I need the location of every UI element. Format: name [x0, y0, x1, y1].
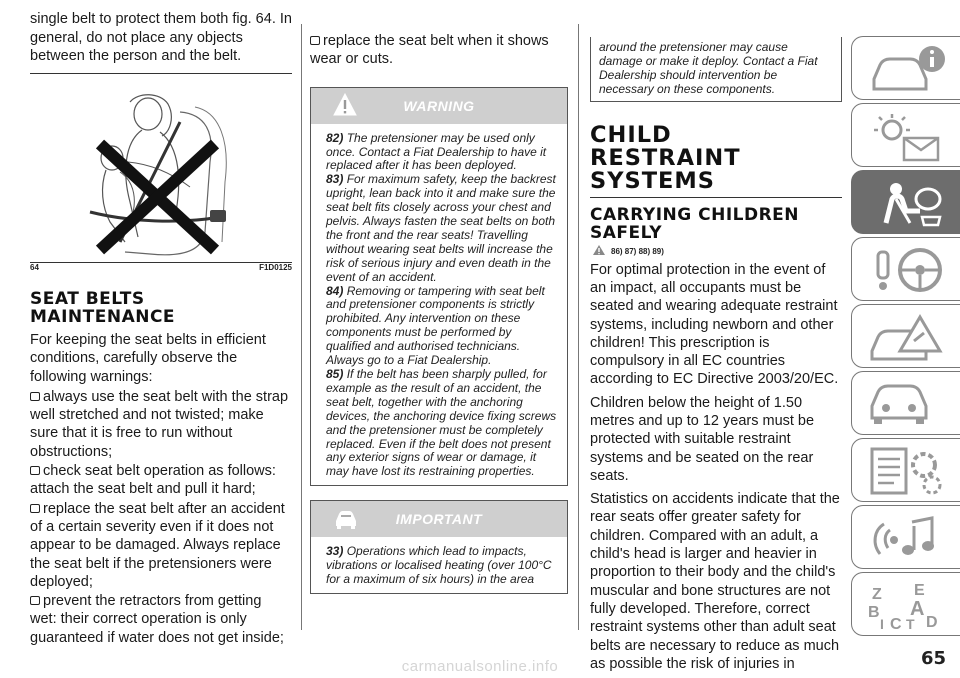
tab-warning-lights[interactable]	[851, 103, 960, 167]
index-letter: B	[868, 604, 880, 621]
intro-text: single belt to protect them both fig. 64. In general, do not place any objects between the person and the belt.	[30, 11, 292, 64]
tab-maintenance[interactable]	[851, 371, 960, 435]
tab-multimedia[interactable]	[851, 505, 960, 569]
checkbox-bullet-icon	[30, 596, 40, 605]
maintenance-body	[30, 331, 292, 647]
child-restraint-heading: CHILD RESTRAINT SYSTEMS	[590, 121, 741, 194]
warning-box	[310, 87, 568, 487]
checkbox-bullet-icon	[30, 504, 40, 513]
warning-text: For maximum safety, keep the backrest upright, lean back into it and make sure the seat belt fits closely across your chest and pelvis. Always fasten the seat belts on both the front and the rear seats! Travelling without wearing seat belts will increase the risk of serious injury and even death in the event of an accident.	[326, 172, 556, 284]
safety-airbag-icon	[866, 177, 956, 229]
important-text: Operations which lead to impacts, vibrations or localised heating (over 100°C for a maximum of six hours) in the area	[326, 544, 552, 587]
warning-body	[311, 124, 567, 486]
list-item-text: always use the seat belt with the strap well stretched and not twisted; make sure that it is free to run without obstructions;	[30, 388, 289, 460]
warning-ref: 83)	[326, 172, 344, 187]
checkbox-bullet-icon	[310, 36, 320, 45]
list-item-text: prevent the retractors from getting wet: their correct operation is only guaranteed if water does not get inside;	[30, 593, 284, 646]
index-letter: E	[914, 582, 925, 599]
important-ref: 33)	[326, 544, 344, 559]
list-item	[30, 500, 292, 591]
index-letter: I	[880, 616, 884, 631]
index-letter: Z	[872, 586, 882, 603]
list-item-text: check seat belt operation as follows: attach the seat belt and pull it hard;	[30, 463, 276, 498]
index-letter: C	[890, 616, 902, 631]
figure-number: 64	[30, 263, 39, 272]
maintenance-icon	[866, 378, 956, 430]
tab-technical-data[interactable]	[851, 438, 960, 502]
warning-text: The pretensioner may be used only once. Contact a Fiat Dealership to have it replaced after it has been deployed.	[326, 130, 547, 173]
index-letter: A	[910, 598, 925, 620]
index-icon	[866, 579, 956, 631]
tab-starting-driving[interactable]	[851, 237, 960, 301]
column-divider	[578, 24, 579, 630]
heading-rule	[590, 197, 842, 198]
list-item-text: replace the seat belt when it shows wear or cuts.	[310, 33, 549, 68]
starting-driving-icon	[866, 244, 956, 296]
column-middle	[310, 32, 568, 594]
emergency-icon	[866, 311, 956, 363]
technical-data-icon	[866, 445, 956, 497]
warning-item	[326, 173, 559, 284]
important-body	[311, 537, 567, 593]
seat-belt-child-illustration	[30, 92, 292, 262]
important-title: IMPORTANT	[395, 511, 483, 528]
warning-box-header	[311, 88, 567, 124]
paragraph: Statistics on accidents indicate that the rear seats offer greater safety for children. Compared with an adult, a child's head is larger and heavier in proportion to their body and the child's muscular and bone structures are not fully developed. Therefore, correct restraint systems other than adult seat belts are necessary to reduce as much as possible the risk of injuries in	[590, 491, 840, 672]
list-item	[310, 32, 568, 69]
column-left-lower	[30, 290, 292, 647]
important-item	[326, 545, 559, 587]
index-letter: D	[926, 614, 938, 631]
figure-64	[30, 92, 292, 270]
warning-refs	[590, 244, 842, 258]
important-box-header	[311, 501, 567, 537]
list-item	[30, 592, 292, 647]
warning-ref: 85)	[326, 367, 344, 381]
chapter-sidebar	[851, 36, 960, 639]
warning-ref: 82)	[326, 130, 344, 145]
warning-ref: 84)	[326, 283, 344, 298]
warning-refs-text: 86) 87) 88) 89)	[611, 246, 664, 256]
figure-code: F1D0125	[259, 263, 292, 272]
maintenance-intro: For keeping the seat belts in efficient conditions, carefully observe the following warnings:	[30, 332, 266, 385]
column-left	[30, 10, 292, 74]
tab-emergency[interactable]	[851, 304, 960, 368]
warning-lights-icon	[866, 110, 956, 162]
warning-text: If the belt has been sharply pulled, for example as the result of an accident, the seat belt, together with the anchoring devices, the anchoring device fixing screws and the pretensioner must be completely replaced. Even if the belt does not present any exterior signs of wear or damage, it may have lost its restraining properties.	[326, 367, 557, 479]
column-right	[590, 37, 842, 678]
checkbox-bullet-icon	[30, 392, 40, 401]
seat-belts-maintenance-heading: SEAT BELTS MAINTENANCE	[30, 289, 176, 327]
list-item	[30, 388, 292, 461]
checkbox-bullet-icon	[30, 466, 40, 475]
paragraph: Children below the height of 1.50 metres and up to 12 years must be protected with suitable restraint systems and be seated on the rear seats.	[590, 394, 815, 484]
multimedia-icon	[866, 512, 956, 564]
tab-car-info[interactable]	[851, 36, 960, 100]
column-divider	[301, 24, 302, 630]
watermark: carmanualsonline.info	[401, 658, 559, 675]
important-box	[310, 500, 568, 594]
index-letter: T	[906, 616, 915, 631]
warning-item	[326, 368, 559, 479]
warning-text: Removing or tampering with seat belt and pretensioner components is strictly prohibited. Any intervention on these components must be performed by qualified and authorised technicians. Always go to a Fiat Dealership.	[326, 283, 545, 368]
important-continued-box	[590, 37, 842, 102]
figure-bottom-rule	[30, 262, 292, 263]
list-item-text: replace the seat belt after an accident of a certain severity even if it does not appear to be damaged. Always replace the seat belt if the pretensioners were deployed;	[30, 500, 285, 590]
tab-index[interactable]	[851, 572, 960, 636]
page-number: 65	[920, 648, 946, 669]
important-continued-text: around the pretensioner may cause damage or make it deploy. Contact a Fiat Dealership should intervention be necessary on these components.	[599, 40, 818, 96]
list-item	[30, 462, 292, 499]
car-info-icon	[866, 43, 956, 95]
tab-safety[interactable]	[851, 170, 960, 234]
carrying-children-heading: CARRYING CHILDREN SAFELY	[590, 204, 800, 243]
warning-item	[326, 132, 559, 174]
warning-triangle-icon	[592, 244, 606, 256]
warning-item	[326, 285, 559, 368]
child-safety-body	[590, 261, 842, 674]
paragraph: For optimal protection in the event of an impact, all occupants must be seated and wearing adequate restraint systems, including newborn and other children! This prescription is compulsory in all EC countries according to EC Directive 2003/20/EC.	[590, 261, 839, 388]
figure-top-rule	[30, 73, 292, 74]
warning-title: WARNING	[403, 97, 475, 114]
